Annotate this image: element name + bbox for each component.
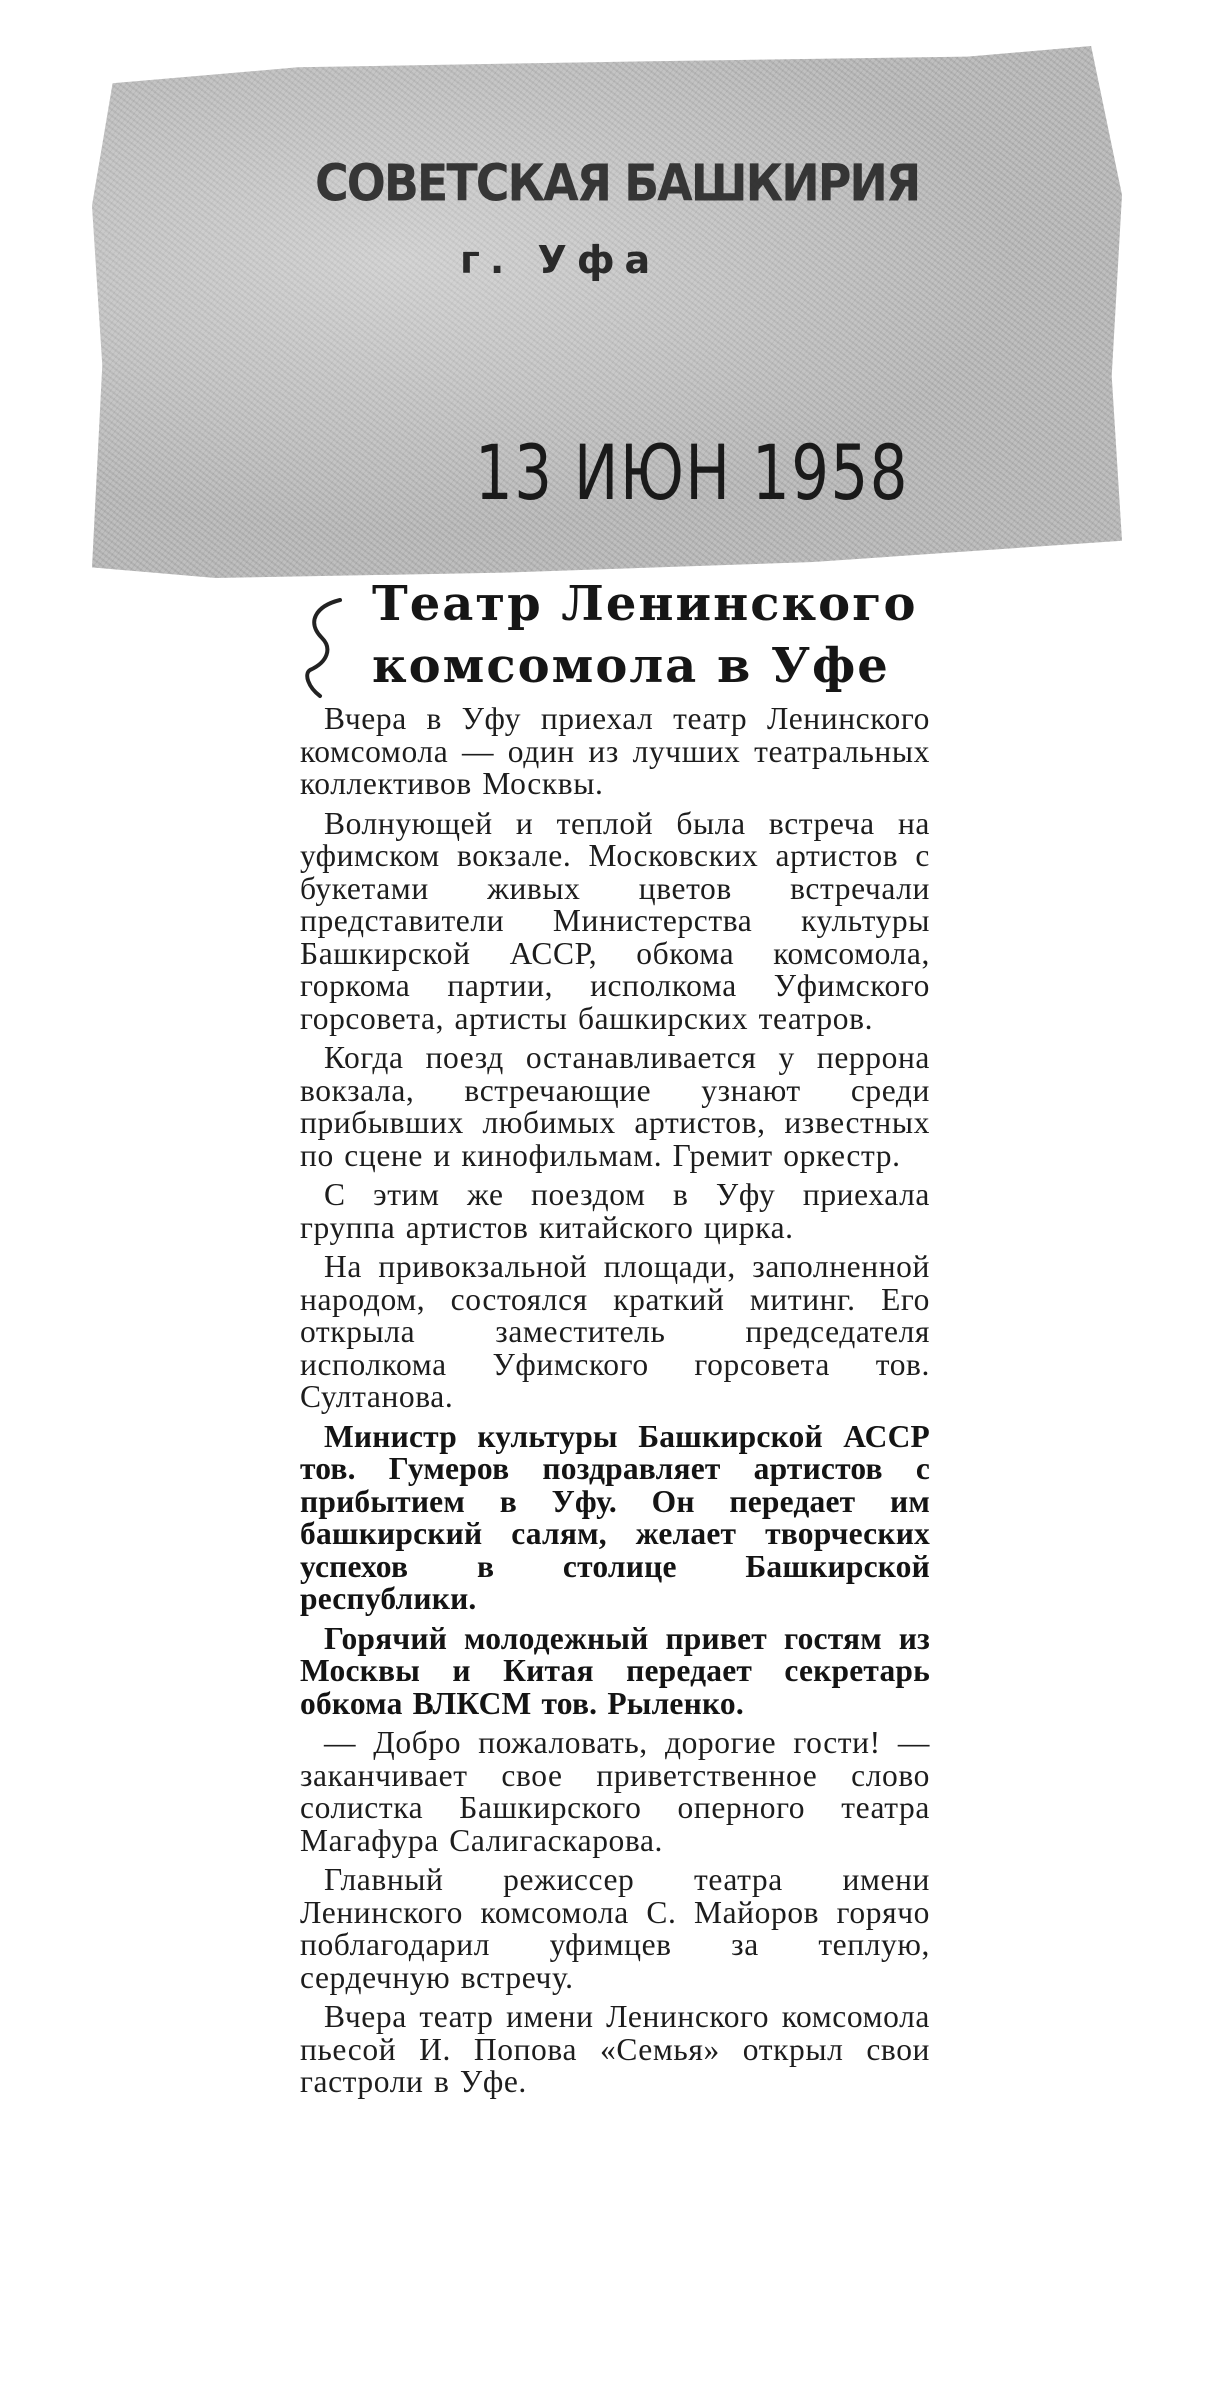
article-paragraph-2: Волнующей и теплой была встреча на уфимском вокзале. Московских артистов с букетами живых цветов встречали представители Министерства культуры Башкирской АССР, обкома комсомола, горкома партии, исполкома Уфимского горсовета, артисты башкирских театров. [300,805,930,1036]
article-body [300,703,930,2106]
article-paragraph-9: Главный режиссер театра имени Ленинского комсомола С. Майоров горячо поблагодарил уфимцев за теплую, сердечную встречу. [300,1862,930,1995]
article-headline [372,573,918,697]
article-paragraph-1: Вчера в Уфу приехал театр Ленинского комсомола — один из лучших театральных коллективов Москвы. [300,701,930,801]
article-paragraph-3: Когда поезд останавливается у перрона вокзала, встречающие узнают среди прибывших любимых артистов, известных по сцене и кинофильмам. Гремит оркестр. [300,1040,930,1173]
pencil-mark-icon [298,592,348,702]
article-paragraph-6: Министр культуры Башкирской АССР тов. Гумеров поздравляет артистов с прибытием в Уфу. Он передает им башкирский салям, желает творческих успехов в столице Башкирской республики. [300,1418,930,1616]
article-paragraph-5: На привокзальной площади, заполненной народом, состоялся краткий митинг. Его открыла заместитель председателя исполкома Уфимского горсовета тов. Султанова. [300,1249,930,1414]
article-paragraph-10: Вчера театр имени Ленинского комсомола пьесой И. Попова «Семья» открыл свои гастроли в Уфе. [300,1999,930,2099]
stamp-newspaper-name: СОВЕТСКАЯ БАШКИРИЯ [315,153,920,213]
stamp-date: 13 ИЮН 1958 [475,428,910,517]
article-paragraph-8: — Добро пожаловать, дорогие гости! — заканчивает свое приветственное слово солистка Башкирского оперного театра Магафура Салигаскарова. [300,1725,930,1858]
headline-line-1: Театр Ленинского [372,576,918,632]
stamp-city: г. Уфа [460,238,661,282]
article-paragraph-7: Горячий молодежный привет гостям из Москвы и Китая передает секретарь обкома ВЛКСМ тов. Рыленко. [300,1620,930,1721]
article-paragraph-4: С этим же поездом в Уфу приехала группа артистов китайского цирка. [300,1177,930,1245]
headline-line-2: комсомола в Уфе [372,638,890,694]
